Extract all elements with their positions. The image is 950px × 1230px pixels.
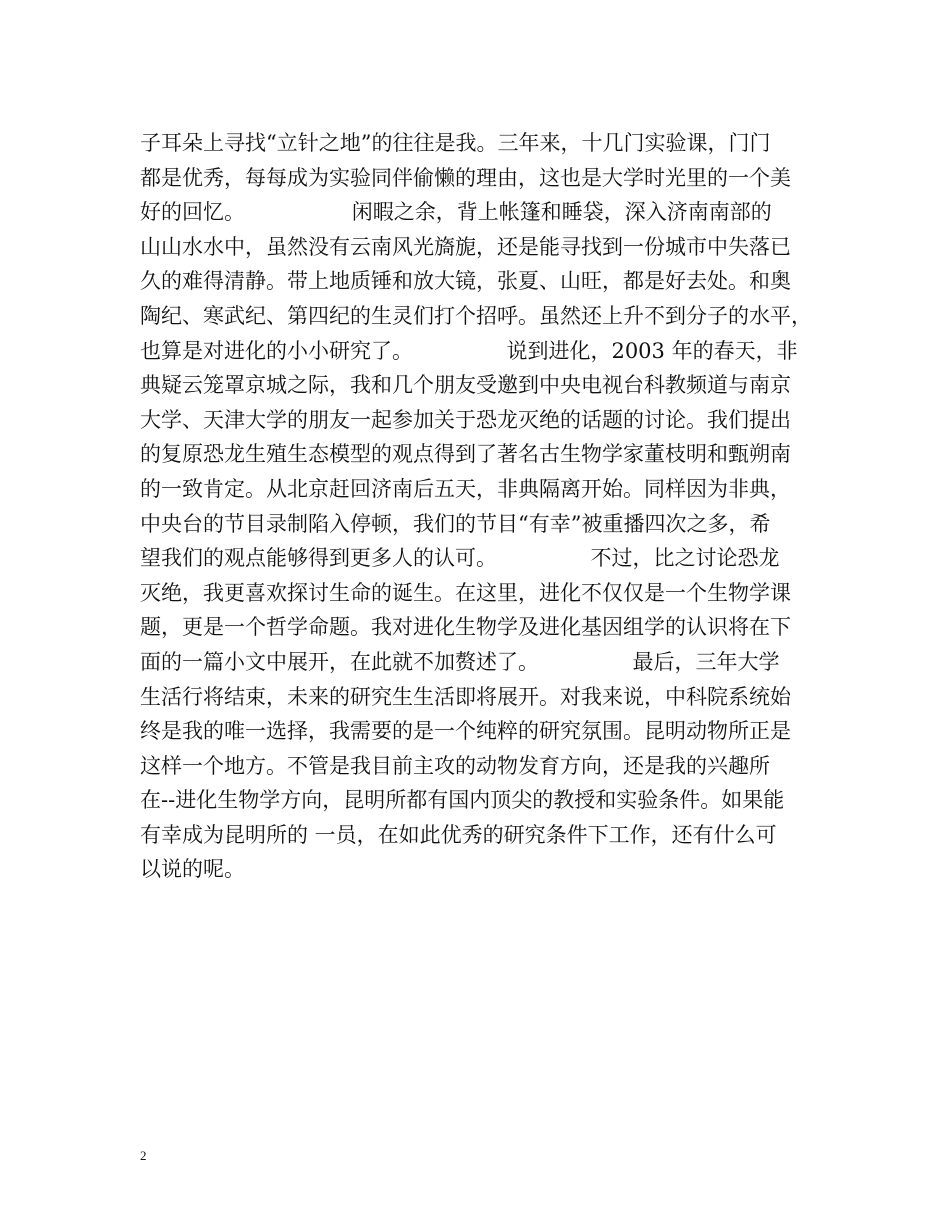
text-line: 中央台的节目录制陷入停顿，我们的节目“有幸”被重播四次之多，希 — [140, 511, 771, 536]
text-line: 也算是对进化的小小研究了。 说到进化，2003 年的春天，非 — [140, 338, 798, 363]
text-line: 面的一篇小文中展开，在此就不加赘述了。 最后，三年大学 — [140, 649, 780, 674]
text-line: 久的难得清静。带上地质锤和放大镜，张夏、山旺，都是好去处。和奥 — [140, 269, 791, 294]
text-line: 山山水水中，虽然没有云南风光旖旎，还是能寻找到一份城市中失落已 — [140, 234, 791, 259]
text-line: 灭绝，我更喜欢探讨生命的诞生。在这里，进化不仅仅是一个生物学课 — [140, 580, 791, 605]
text-line: 终是我的唯一选择，我需要的是一个纯粹的研究氛围。昆明动物所正是 — [140, 719, 791, 744]
text-line: 陶纪、寒武纪、第四纪的生灵们打个招呼。虽然还上升不到分子的水平， — [140, 303, 812, 328]
text-line: 大学、天津大学的朋友一起参加关于恐龙灭绝的话题的讨论。我们提出 — [140, 407, 791, 432]
text-line: 以说的呢。 — [140, 857, 245, 882]
text-line: 在--进化生物学方向，昆明所都有国内顶尖的教授和实验条件。如果能 — [140, 788, 785, 813]
text-line: 有幸成为昆明所的 一员，在如此优秀的研究条件下工作，还有什么可 — [140, 822, 777, 847]
text-line: 都是优秀，每每成为实验同伴偷懒的理由，这也是大学时光里的一个美 — [140, 165, 791, 190]
text-line: 子耳朵上寻找“立针之地”的往往是我。三年来，十几门实验课，门门 — [140, 131, 771, 155]
text-line: 这样一个地方。不管是我目前主攻的动物发育方向，还是我的兴趣所 — [140, 753, 770, 778]
text-line: 好的回忆。 闲暇之余，背上帐篷和睡袋，深入济南南部的 — [140, 200, 772, 225]
text-line: 的一致肯定。从北京赶回济南后五天，非典隔离开始。同样因为非典， — [140, 476, 791, 501]
text-line: 望我们的观点能够得到更多人的认可。 不过，比之讨论恐龙 — [140, 546, 780, 571]
text-line: 题，更是一个哲学命题。我对进化生物学及进化基因组学的认识将在下 — [140, 615, 791, 640]
text-line: 典疑云笼罩京城之际，我和几个朋友受邀到中央电视台科教频道与南京 — [140, 373, 791, 398]
body-text — [140, 126, 830, 887]
text-line: 的复原恐龙生殖生态模型的观点得到了著名古生物学家董枝明和甄朔南 — [140, 442, 791, 467]
page-number: 2 — [140, 1148, 147, 1163]
text-line: 生活行将结束，未来的研究生生活即将展开。对我来说，中科院系统始 — [140, 684, 791, 709]
